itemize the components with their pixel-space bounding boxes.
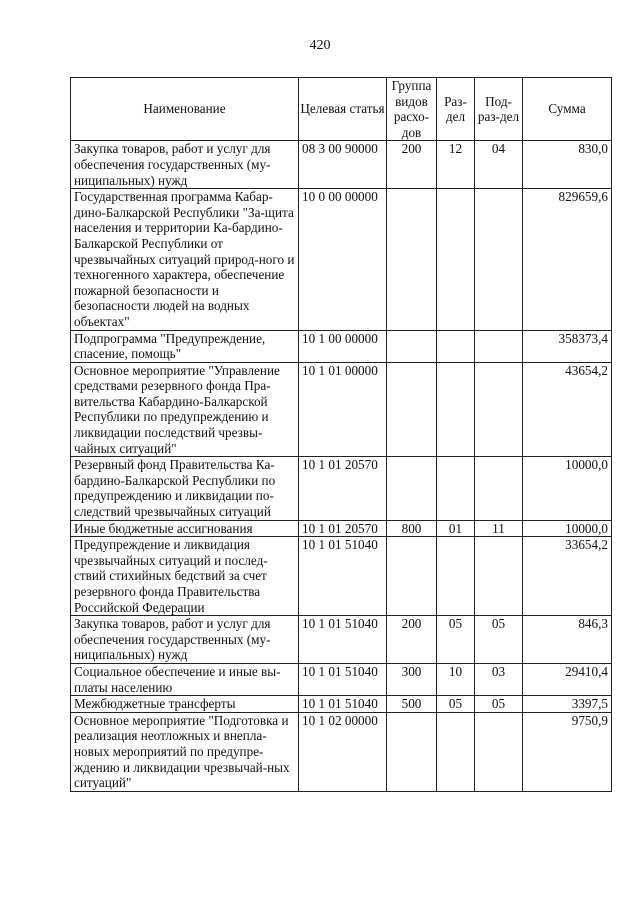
col-header-name: Наименование — [71, 78, 299, 141]
cell-group: 500 — [387, 696, 437, 713]
cell-group: 800 — [387, 520, 437, 537]
cell-subsection — [475, 330, 523, 362]
table-row — [71, 457, 612, 520]
cell-section: 12 — [437, 141, 475, 189]
cell-name: Межбюджетные трансферты — [71, 696, 299, 713]
cell-section — [437, 362, 475, 457]
table-row — [71, 330, 612, 362]
cell-group — [387, 330, 437, 362]
cell-sum: 846,3 — [523, 616, 612, 664]
table-row — [71, 616, 612, 664]
table-row — [71, 696, 612, 713]
cell-group — [387, 362, 437, 457]
cell-group — [387, 457, 437, 520]
cell-group: 300 — [387, 663, 437, 695]
cell-sum: 9750,9 — [523, 712, 612, 791]
col-header-section: Раз-дел — [437, 78, 475, 141]
col-header-sum: Сумма — [523, 78, 612, 141]
cell-name: Закупка товаров, работ и услуг для обеспечения государственных (му-ниципальных) нужд — [71, 616, 299, 664]
cell-group: 200 — [387, 616, 437, 664]
table-row — [71, 537, 612, 616]
table-row — [71, 663, 612, 695]
cell-target-code: 10 1 01 51040 — [299, 663, 387, 695]
cell-subsection — [475, 712, 523, 791]
table-row — [71, 520, 612, 537]
table-row — [71, 362, 612, 457]
cell-subsection: 05 — [475, 616, 523, 664]
cell-subsection: 03 — [475, 663, 523, 695]
table-row — [71, 141, 612, 189]
col-header-group: Группа видов расхо-дов — [387, 78, 437, 141]
cell-target-code: 10 0 00 00000 — [299, 189, 387, 330]
cell-sum: 358373,4 — [523, 330, 612, 362]
cell-sum: 3397,5 — [523, 696, 612, 713]
cell-name: Закупка товаров, работ и услуг для обеспечения государственных (му-ниципальных) нужд — [71, 141, 299, 189]
cell-section — [437, 330, 475, 362]
cell-section: 01 — [437, 520, 475, 537]
cell-sum: 830,0 — [523, 141, 612, 189]
cell-sum: 10000,0 — [523, 457, 612, 520]
cell-target-code: 10 1 02 00000 — [299, 712, 387, 791]
cell-target-code: 10 1 01 00000 — [299, 362, 387, 457]
cell-group — [387, 712, 437, 791]
cell-section — [437, 537, 475, 616]
cell-target-code: 10 1 01 51040 — [299, 537, 387, 616]
cell-target-code: 10 1 01 51040 — [299, 696, 387, 713]
cell-target-code: 08 3 00 90000 — [299, 141, 387, 189]
page-number: 420 — [309, 38, 331, 53]
cell-subsection — [475, 362, 523, 457]
cell-name: Основное мероприятие "Управление средствами резервного фонда Пра-вительства Кабардино-Балкарской Республики по предупреждению и ликвидации последствий чрезвы-чайных ситуаций" — [71, 362, 299, 457]
cell-section: 05 — [437, 616, 475, 664]
cell-section: 05 — [437, 696, 475, 713]
cell-group — [387, 537, 437, 616]
cell-section — [437, 457, 475, 520]
cell-subsection: 11 — [475, 520, 523, 537]
cell-sum: 10000,0 — [523, 520, 612, 537]
cell-section — [437, 189, 475, 330]
cell-subsection: 05 — [475, 696, 523, 713]
cell-target-code: 10 1 01 20570 — [299, 457, 387, 520]
col-header-subsection: Под-раз-дел — [475, 78, 523, 141]
cell-group — [387, 189, 437, 330]
cell-name: Предупреждение и ликвидация чрезвычайных ситуаций и послед-ствий стихийных бедствий за счет резервного фонда Правительства Российской Федерации — [71, 537, 299, 616]
cell-section: 10 — [437, 663, 475, 695]
budget-table — [70, 77, 612, 792]
cell-name: Основное мероприятие "Подготовка и реализация неотложных и внепла-новых мероприятий по предупре-ждению и ликвидации чрезвычай-ных ситуаций" — [71, 712, 299, 791]
cell-sum: 43654,2 — [523, 362, 612, 457]
table-body — [71, 141, 612, 791]
table-header-row — [71, 78, 612, 141]
cell-subsection — [475, 537, 523, 616]
cell-target-code: 10 1 01 51040 — [299, 616, 387, 664]
cell-target-code: 10 1 01 20570 — [299, 520, 387, 537]
cell-subsection — [475, 457, 523, 520]
cell-name: Государственная программа Кабар-дино-Балкарской Республики "За-щита населения и территории Ка-бардино-Балкарской Республики от чрезвычайных ситуаций природ-ного и техногенного характера, обеспечение пожарной безопасности и безопасности людей на водных объектах" — [71, 189, 299, 330]
cell-subsection: 04 — [475, 141, 523, 189]
cell-sum: 29410,4 — [523, 663, 612, 695]
cell-name: Социальное обеспечение и иные вы-платы населению — [71, 663, 299, 695]
col-header-target: Целевая статья — [299, 78, 387, 141]
table-row — [71, 189, 612, 330]
cell-name: Резервный фонд Правительства Ка-бардино-Балкарской Республики по предупреждению и ликвидации по-следствий чрезвычайных ситуаций — [71, 457, 299, 520]
cell-name: Подпрограмма "Предупреждение, спасение, помощь" — [71, 330, 299, 362]
cell-subsection — [475, 189, 523, 330]
cell-target-code: 10 1 00 00000 — [299, 330, 387, 362]
cell-group: 200 — [387, 141, 437, 189]
table-row — [71, 712, 612, 791]
cell-sum: 829659,6 — [523, 189, 612, 330]
cell-sum: 33654,2 — [523, 537, 612, 616]
cell-section — [437, 712, 475, 791]
cell-name: Иные бюджетные ассигнования — [71, 520, 299, 537]
